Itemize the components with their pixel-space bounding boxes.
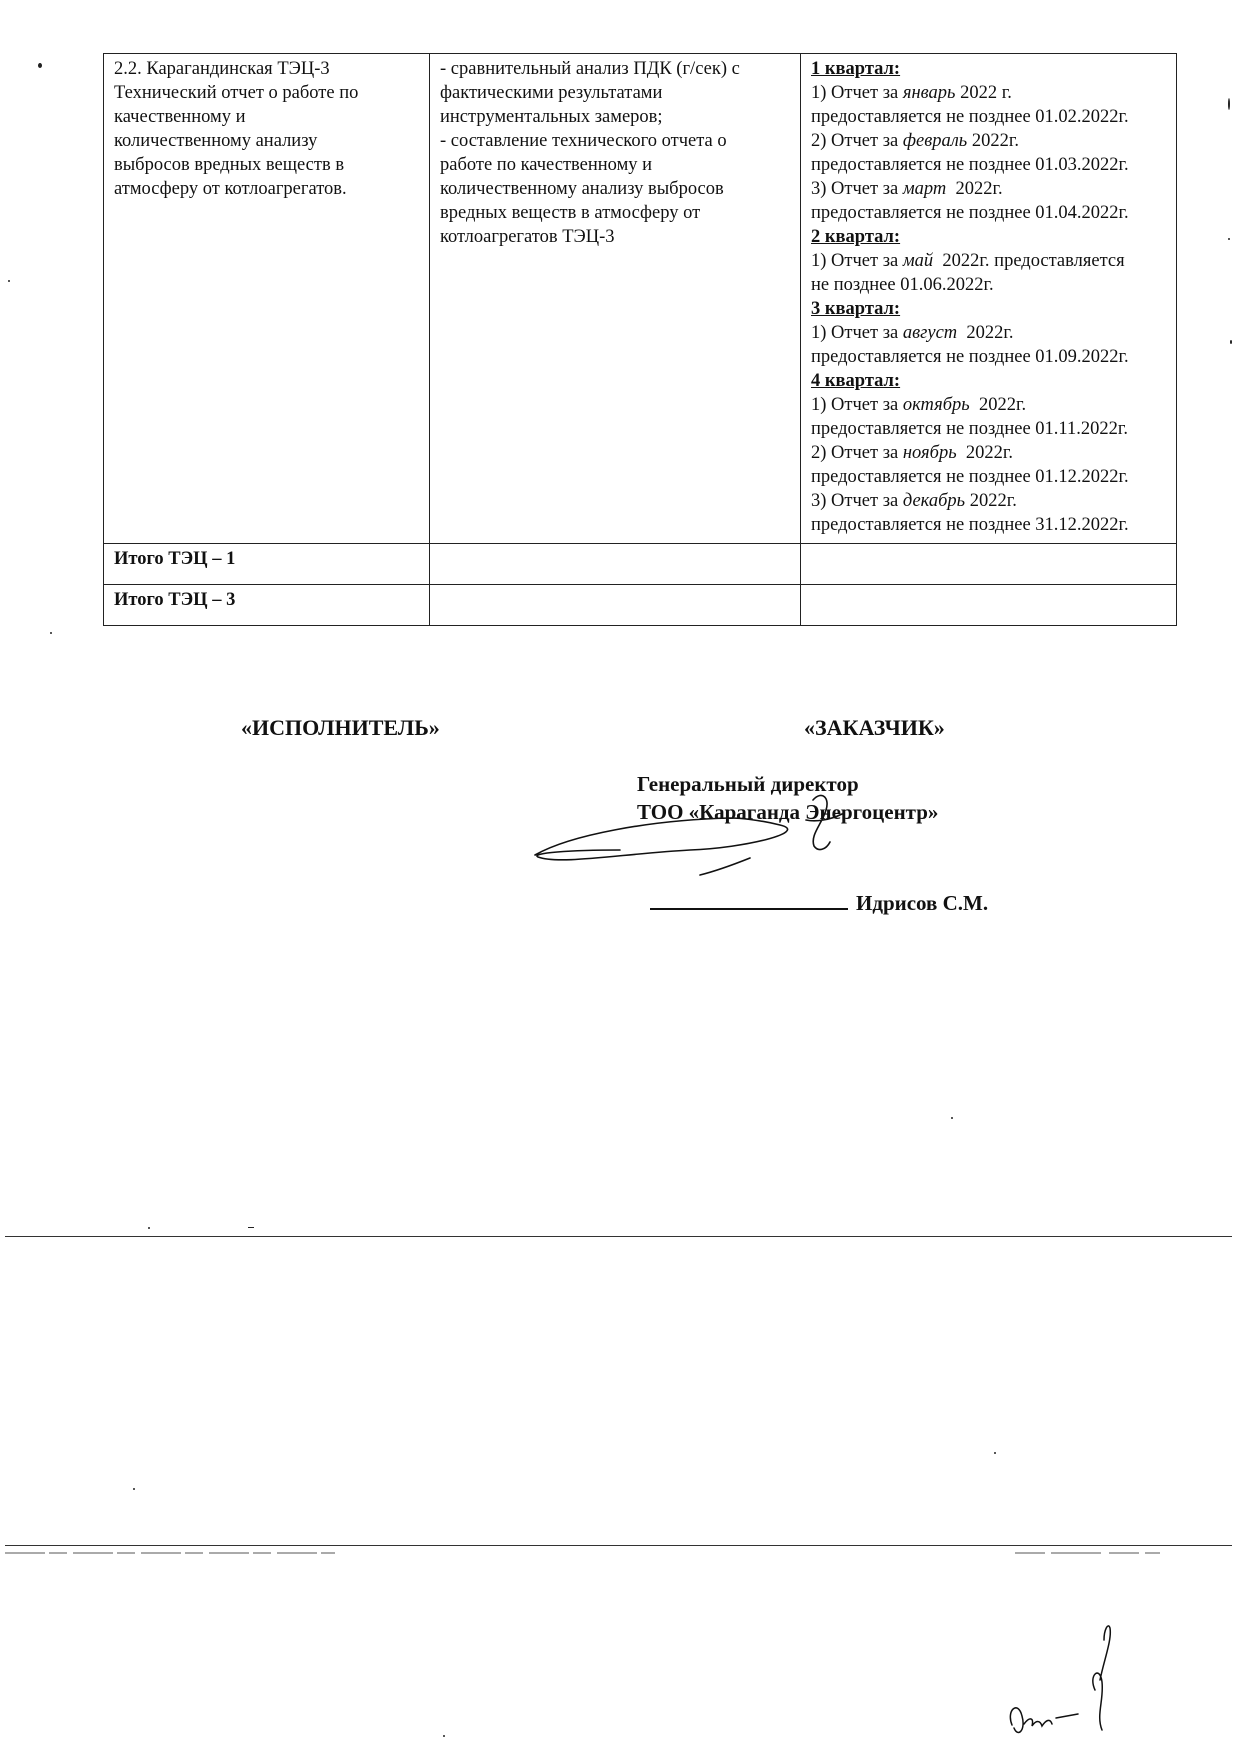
signature-line bbox=[650, 890, 988, 916]
work-title-cell bbox=[104, 54, 430, 544]
table-row bbox=[104, 585, 1177, 626]
report-prefix: 3) Отчет за bbox=[811, 179, 903, 199]
report-month: март bbox=[902, 179, 947, 199]
report-suffix: 2022г. bbox=[965, 491, 1017, 511]
schedule-cell bbox=[801, 54, 1177, 544]
work-content-line: количественному анализу выбросов bbox=[440, 179, 724, 199]
report-deadline: не позднее 01.06.2022г. bbox=[811, 275, 994, 295]
scan-mark bbox=[443, 1735, 445, 1737]
report-suffix: 2022 г. bbox=[955, 83, 1012, 103]
report-prefix: 1) Отчет за bbox=[811, 83, 903, 103]
report-suffix: 2022г. bbox=[967, 131, 1019, 151]
company-name: ТОО «Караганда Энергоцентр» bbox=[637, 800, 939, 824]
report-suffix: 2022г. bbox=[957, 323, 1014, 343]
quarter-heading: 4 квартал: bbox=[811, 371, 901, 391]
divider-line bbox=[5, 1236, 1232, 1237]
work-content-line: - сравнительный анализ ПДК (г/сек) с bbox=[440, 59, 740, 79]
total-cell bbox=[430, 544, 801, 585]
divider-line bbox=[5, 1545, 1232, 1546]
report-suffix: 2022г. bbox=[956, 443, 1014, 463]
work-content-line: фактическими результатами bbox=[440, 83, 663, 103]
report-deadline: предоставляется не позднее 01.02.2022г. bbox=[811, 107, 1129, 127]
executor-heading: «ИСПОЛНИТЕЛЬ» bbox=[241, 715, 440, 740]
report-deadline: предоставляется не позднее 01.04.2022г. bbox=[811, 203, 1129, 223]
report-deadline: предоставляется не позднее 01.09.2022г. bbox=[811, 347, 1129, 367]
report-prefix: 2) Отчет за bbox=[811, 131, 903, 151]
scan-mark bbox=[994, 1452, 996, 1454]
report-entry bbox=[811, 177, 1166, 201]
report-prefix: 1) Отчет за bbox=[811, 323, 903, 343]
director-name: Идрисов С.М. bbox=[856, 891, 989, 915]
report-month: май bbox=[902, 251, 934, 271]
total-label: Итого ТЭЦ – 1 bbox=[104, 544, 430, 585]
work-content-line: работе по качественному и bbox=[440, 155, 653, 175]
report-entry bbox=[811, 81, 1166, 105]
report-prefix: 1) Отчет за bbox=[811, 251, 903, 271]
work-schedule-table bbox=[103, 53, 1177, 626]
report-month: февраль bbox=[902, 131, 968, 151]
total-cell bbox=[801, 544, 1177, 585]
quarter-heading: 1 квартал: bbox=[811, 59, 901, 79]
report-deadline: предоставляется не позднее 01.03.2022г. bbox=[811, 155, 1129, 175]
report-deadline: предоставляется не позднее 01.11.2022г. bbox=[811, 419, 1128, 439]
work-content-cell bbox=[430, 54, 801, 544]
director-signature bbox=[530, 780, 850, 880]
report-entry bbox=[811, 441, 1166, 465]
work-title-line: количественному анализу bbox=[114, 131, 318, 151]
report-entry bbox=[811, 249, 1166, 273]
scan-mark bbox=[38, 63, 42, 68]
work-content-line: - составление технического отчета о bbox=[440, 131, 727, 151]
report-entry bbox=[811, 393, 1166, 417]
report-month: август bbox=[902, 323, 958, 343]
table-row bbox=[104, 544, 1177, 585]
scan-mark bbox=[50, 632, 52, 634]
report-deadline: предоставляется не позднее 01.12.2022г. bbox=[811, 467, 1129, 487]
signature-blank bbox=[650, 890, 848, 910]
quarter-heading: 3 квартал: bbox=[811, 299, 901, 319]
report-month: январь bbox=[902, 83, 956, 103]
scan-mark bbox=[1228, 98, 1230, 110]
scan-mark bbox=[248, 1227, 254, 1228]
scan-mark bbox=[133, 1488, 135, 1490]
report-month: декабрь bbox=[902, 491, 966, 511]
report-prefix: 3) Отчет за bbox=[811, 491, 903, 511]
report-suffix: 2022г. bbox=[946, 179, 1003, 199]
report-month: октябрь bbox=[902, 395, 970, 415]
report-entry bbox=[811, 129, 1166, 153]
work-content-line: котлоагрегатов ТЭЦ-3 bbox=[440, 227, 615, 247]
scan-mark bbox=[1230, 340, 1232, 344]
total-label: Итого ТЭЦ – 3 bbox=[104, 585, 430, 626]
scan-mark bbox=[1228, 238, 1230, 240]
work-title-line: Технический отчет о работе по bbox=[114, 83, 359, 103]
report-entry bbox=[811, 321, 1166, 345]
work-title-line: 2.2. Карагандинская ТЭЦ-3 bbox=[114, 59, 330, 79]
total-cell bbox=[430, 585, 801, 626]
work-title-line: качественному и bbox=[114, 107, 246, 127]
scan-mark bbox=[148, 1227, 150, 1229]
work-title-line: атмосферу от котлоагрегатов. bbox=[114, 179, 347, 199]
dashed-margin-line bbox=[5, 1550, 1235, 1556]
report-month: ноябрь bbox=[902, 443, 957, 463]
work-title-line: выбросов вредных веществ в bbox=[114, 155, 345, 175]
table-row bbox=[104, 54, 1177, 544]
customer-heading: «ЗАКАЗЧИК» bbox=[804, 715, 945, 740]
report-prefix: 2) Отчет за bbox=[811, 443, 903, 463]
report-suffix: 2022г. bbox=[969, 395, 1027, 415]
report-entry bbox=[811, 489, 1166, 513]
quarter-heading: 2 квартал: bbox=[811, 227, 901, 247]
work-content-line: инструментальных замеров; bbox=[440, 107, 663, 127]
director-title: Генеральный директор bbox=[637, 772, 859, 796]
scan-mark bbox=[8, 280, 10, 282]
report-prefix: 1) Отчет за bbox=[811, 395, 903, 415]
total-cell bbox=[801, 585, 1177, 626]
scan-mark bbox=[951, 1117, 953, 1119]
work-content-line: вредных веществ в атмосферу от bbox=[440, 203, 701, 223]
report-suffix: 2022г. предоставляется bbox=[933, 251, 1125, 271]
page-initials bbox=[1000, 1620, 1150, 1745]
report-deadline: предоставляется не позднее 31.12.2022г. bbox=[811, 515, 1129, 535]
